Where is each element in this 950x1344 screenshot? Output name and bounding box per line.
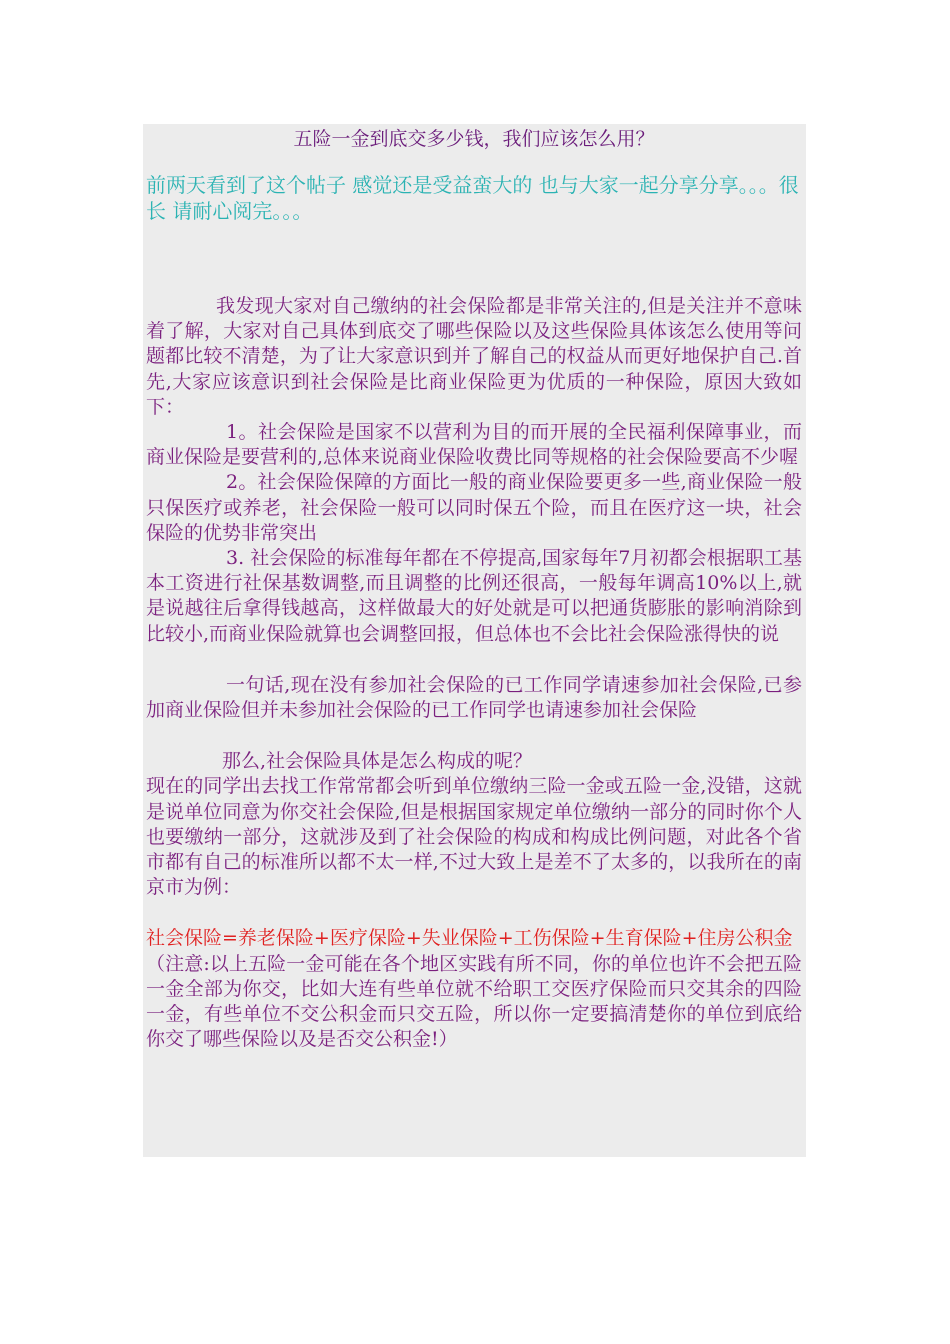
blank-line: [146, 900, 802, 926]
intro-text: 前两天看到了这个帖子 感觉还是受益蛮大的 也与大家一起分享分享。。。很长 请耐心阅完。。。: [146, 173, 799, 223]
formula-text: 社会保险=养老保险+医疗保险+失业保险+工伤保险+生育保险+住房公积金: [146, 927, 793, 950]
paragraph-intro: 我发现大家对自己缴纳的社会保险都是非常关注的,但是关注并不意味着了解，大家对自己具体到底交了哪些保险以及这些保险具体该怎么使用等问题都比较不清楚，为了让大家意识到并了解自己的权益从而更好地保护自己.首先,大家应该意识到社会保险是比商业保险更为优质的一种保险，原因大致如下：: [146, 295, 802, 418]
note-text: （注意:以上五险一金可能在各个地区实践有所不同，你的单位也许不会把五险一金全部为你交，比如大连有些单位就不给职工交医疗保险而只交其余的四险一金，有些单位不交公积金而只交五险，所以你一定要搞清楚你的单位到底给你交了哪些保险以及是否交公积金!）: [146, 952, 802, 1051]
list-item-2: 2。社会保险保障的方面比一般的商业保险要更多一些,商业保险一般只保医疗或养老，社会保险一般可以同时保五个险，而且在医疗这一块，社会保险的优势非常突出: [146, 471, 802, 544]
blank-space: [146, 224, 802, 294]
paragraph-composition: 现在的同学出去找工作常常都会听到单位缴纳三险一金或五险一金,没错，这就是说单位同意为你交社会保险,但是根据国家规定单位缴纳一部分的同时你个人也要缴纳一部分，这就涉及到了社会保险的构成和构成比例问题，对此各个省市都有自己的标准所以都不太一样,不过大致上是差不了太多的，以我所在的南京市为例：: [146, 775, 802, 899]
paragraph-summary: 一句话,现在没有参加社会保险的已工作同学请速参加社会保险,已参加商业保险但并未参加社会保险的已工作同学也请速参加社会保险: [146, 673, 802, 722]
list-item-3: 3. 社会保险的标准每年都在不停提高,国家每年7月初都会根据职工基本工资进行社保基数调整,而且调整的比例还很高，一般每年调高10%以上,就是说越往后拿得钱越高，这样做最大的好处就是可以把通货膨胀的影响消除到比较小,而商业保险就算也会调整回报，但总体也不会比社会保险涨得快的说: [146, 547, 802, 645]
page-title: 五险一金到底交多少钱，我们应该怎么用？: [293, 128, 655, 150]
document-body: [143, 124, 806, 1157]
blank-line: [146, 723, 802, 749]
question-heading: 那么,社会保险具体是怎么构成的呢？: [222, 750, 533, 773]
blank-line: [146, 647, 802, 673]
list-item-1: 1。社会保险是国家不以营利为目的而开展的全民福利保障事业，而商业保险是要营利的,总体来说商业保险收费比同等规格的社会保险要高不少喔: [146, 421, 802, 469]
